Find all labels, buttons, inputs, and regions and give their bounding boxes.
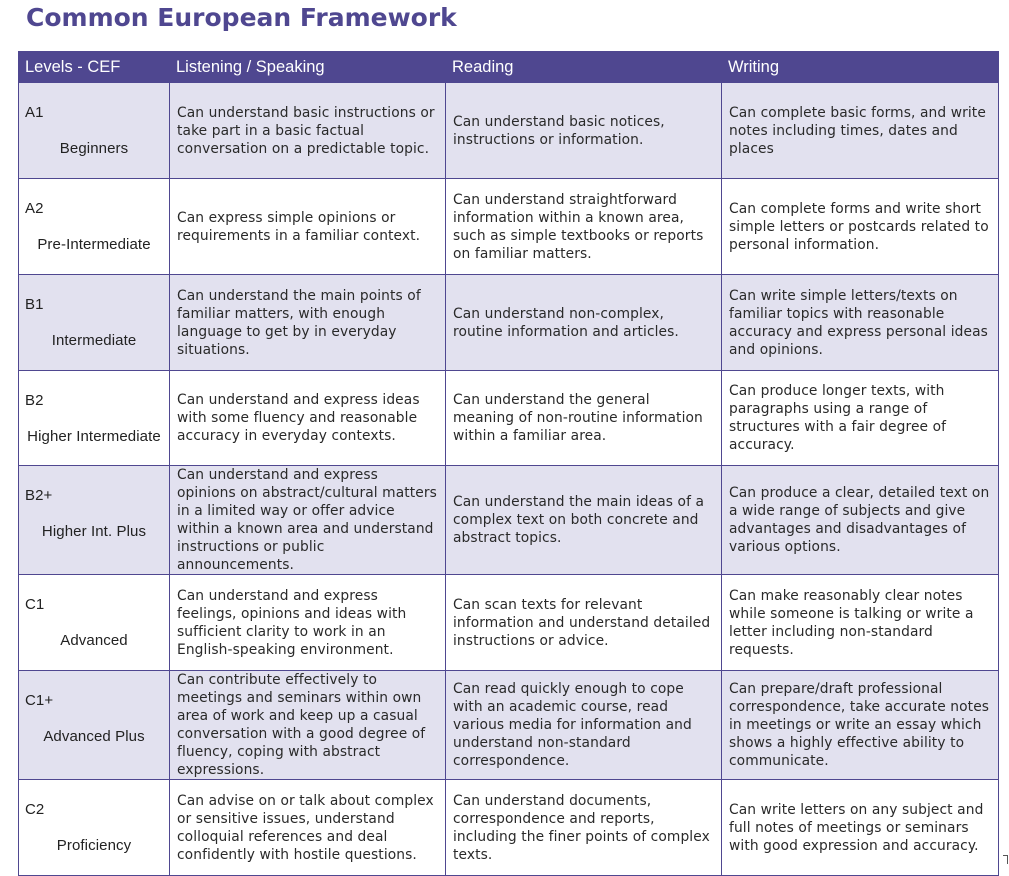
level-cell (19, 671, 170, 780)
level-cell (19, 275, 170, 371)
level-cell (19, 179, 170, 275)
level-name: Higher Intermediate (27, 428, 161, 445)
header-writing: Writing (722, 52, 999, 83)
level-name: Higher Int. Plus (41, 523, 147, 540)
writing-cell: Can write simple letters/texts on familiar topics with reasonable accuracy and express personal ideas and opinions. (722, 275, 999, 371)
page-title: Common European Framework (26, 3, 457, 32)
reading-cell: Can understand straightforward information within a known area, such as simple textbooks or reports on familiar matters. (446, 179, 722, 275)
level-name: Advanced (60, 632, 128, 649)
table-row (19, 575, 999, 671)
table-row (19, 275, 999, 371)
cef-levels-table (18, 51, 999, 876)
table-row (19, 780, 999, 876)
header-levels: Levels - CEF (19, 52, 170, 83)
listening-speaking-cell: Can understand and express ideas with some fluency and reasonable accuracy in everyday contexts. (170, 371, 446, 466)
table-row (19, 466, 999, 575)
table-row (19, 371, 999, 466)
reading-cell: Can understand the main ideas of a complex text on both concrete and abstract topics. (446, 466, 722, 575)
reading-cell: Can scan texts for relevant information and understand detailed instructions or advice. (446, 575, 722, 671)
reading-cell: Can understand non-complex, routine information and articles. (446, 275, 722, 371)
level-cell (19, 780, 170, 876)
listening-speaking-cell: Can contribute effectively to meetings and seminars within own area of work and keep up a casual conversation with a good degree of fluency, coping with abstract expressions. (170, 671, 446, 780)
level-name: Advanced Plus (43, 728, 145, 745)
header-reading: Reading (446, 52, 722, 83)
table-row (19, 179, 999, 275)
writing-cell: Can prepare/draft professional correspondence, take accurate notes in meetings or write an essay which shows a highly effective ability to communicate. (722, 671, 999, 780)
level-cell (19, 466, 170, 575)
header-listening-speaking: Listening / Speaking (170, 52, 446, 83)
listening-speaking-cell: Can understand and express feelings, opinions and ideas with sufficient clarity to work in an English-speaking environment. (170, 575, 446, 671)
listening-speaking-cell: Can understand basic instructions or take part in a basic factual conversation on a predictable topic. (170, 83, 446, 179)
writing-cell: Can produce longer texts, with paragraphs using a range of structures with a fair degree of accuracy. (722, 371, 999, 466)
listening-speaking-cell: Can advise on or talk about complex or sensitive issues, understand colloquial references and deal confidently with hostile questions. (170, 780, 446, 876)
writing-cell: Can make reasonably clear notes while someone is talking or write a letter including non-standard requests. (722, 575, 999, 671)
table-row (19, 671, 999, 780)
listening-speaking-cell: Can express simple opinions or requirements in a familiar context. (170, 179, 446, 275)
level-cell (19, 83, 170, 179)
header-row (19, 52, 999, 83)
listening-speaking-cell: Can understand and express opinions on abstract/cultural matters in a limited way or offer advice within a known area and understand instructions or public announcements. (170, 466, 446, 575)
level-code: C1 (25, 596, 45, 613)
reading-cell: Can understand documents, correspondence and reports, including the finer points of complex texts. (446, 780, 722, 876)
writing-cell: Can complete basic forms, and write notes including times, dates and places (722, 83, 999, 179)
writing-cell: Can write letters on any subject and full notes of meetings or seminars with good expression and accuracy. (722, 780, 999, 876)
listening-speaking-cell: Can understand the main points of familiar matters, with enough language to get by in everyday situations. (170, 275, 446, 371)
level-code: A1 (25, 104, 44, 121)
corner-crop-mark (1003, 855, 1008, 864)
level-code: B2+ (25, 487, 53, 504)
reading-cell: Can understand the general meaning of non-routine information within a familiar area. (446, 371, 722, 466)
level-name: Intermediate (51, 332, 137, 349)
level-name: Beginners (59, 140, 129, 157)
level-name: Pre-Intermediate (37, 236, 151, 253)
reading-cell: Can understand basic notices, instructions or information. (446, 83, 722, 179)
writing-cell: Can complete forms and write short simple letters or postcards related to personal information. (722, 179, 999, 275)
writing-cell: Can produce a clear, detailed text on a wide range of subjects and give advantages and disadvantages of various options. (722, 466, 999, 575)
level-code: B1 (25, 296, 44, 313)
level-code: B2 (25, 392, 44, 409)
level-code: C2 (25, 801, 45, 818)
level-name: Proficiency (56, 837, 132, 854)
reading-cell: Can read quickly enough to cope with an academic course, read various media for information and understand non-standard correspondence. (446, 671, 722, 780)
level-cell (19, 371, 170, 466)
table-row (19, 83, 999, 179)
level-code: C1+ (25, 692, 54, 709)
level-cell (19, 575, 170, 671)
level-code: A2 (25, 200, 44, 217)
